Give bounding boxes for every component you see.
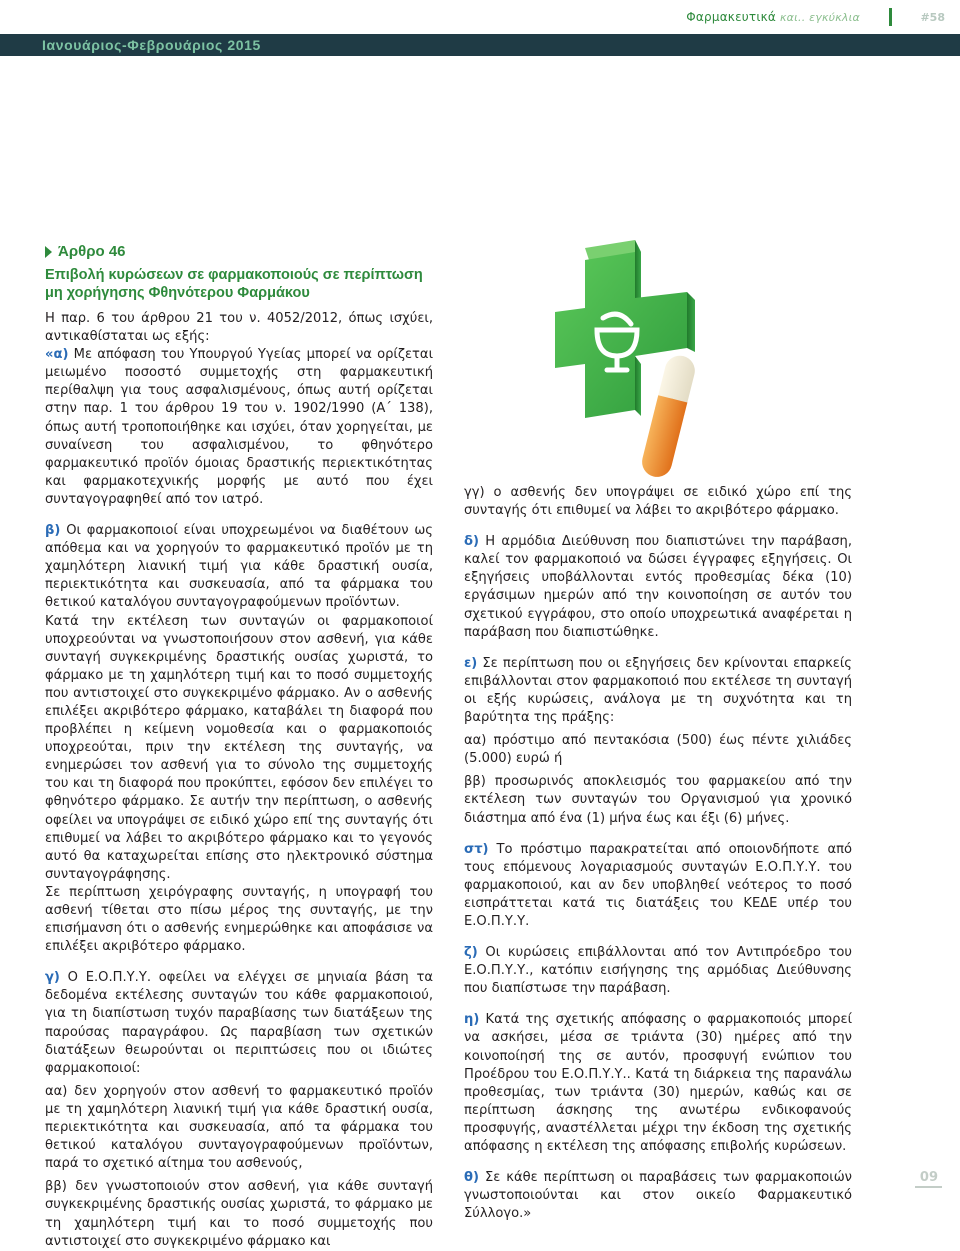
- text-h: Κατά της σχετικής απόφασης ο φαρμακοποιός μπορεί να ασκήσει, μέσα σε τριάντα (30) ημέρες από την κοινοποίησή της σε αυτόν, προσφυγή ενώπιον του Προέδρου του Ε.Ο.Π.Υ.Υ.. Κατά τη διάρκεια της παρανάλω προθεσμίας, των τριάντα (30) ημερών, καθώς και σε περίπτωση άσκησης της ανωτέρω ενδικοφανούς προσφυγής, αναστέλλεται μέχρι την έκδοση της σχετικής απόφασης η εκτέλεση της απόφασης επιβολής κυρώσεων.: [464, 1012, 852, 1154]
- paragraph-c-aa: αα) δεν χορηγούν στον ασθενή το φαρμακευτικό προϊόν με τη χαμηλότερη λιανική τιμή για κάθε δραστική ουσία, περιεκτικότητα και συσκευασία, από τα φάρμακα του θετικού καταλόγου συνταγογραφούμενων προϊόντων, παρά το σχετικό αίτημα του ασθενούς,: [45, 1083, 433, 1172]
- paragraph-e-bb: ββ) προσωρινός αποκλεισμός του φαρμακείου από την εκτέλεση των συνταγών του Οργανισμού για χρονικό διάστημα από ένα (1) μήνα έως και έξι (6) μήνες.: [464, 774, 852, 826]
- text-e: Σε περίπτωση που οι εξηγήσεις δεν κρίνονται επαρκείς επιβάλλονται στον φαρμακοποιό που εκτέλεσε τη συνταγή οι εξής κυρώσεις, ανάλογα με τη συχνότητα και τη βαρύτητα της πράξης:: [464, 655, 852, 726]
- brand-main: Φαρμακευτικά: [686, 10, 776, 24]
- paragraph-b: [45, 522, 433, 612]
- label-th: θ): [464, 1170, 479, 1186]
- capsule-icon: [639, 353, 695, 481]
- right-column: [464, 484, 852, 1223]
- paragraph-e-aa: αα) πρόστιμο από πεντακόσια (500) έως πέντε χιλιάδες (5.000) ευρώ ή: [464, 733, 852, 767]
- page-tag: #58: [920, 11, 945, 24]
- article-title: Επιβολή κυρώσεων σε φαρμακοποιούς σε περίπτωση μη χορήγησης Φθηνότερου Φαρμάκου: [45, 267, 423, 301]
- paragraph-e: [464, 655, 852, 727]
- text-st: Το πρόστιμο παρακρατείται από οποιονδήποτε από τους επόμενους λογαριασμούς συνταγών Ε.Ο.Π.Υ.Υ. του φαρμακοποιού, και αν δεν υποβληθεί νεότερος το ποσό εισπράττεται κατά τις διατάξεις του ΚΕΔΕ υπέρ του Ε.Ο.Π.Υ.Υ.: [464, 841, 852, 929]
- intro-paragraph: Η παρ. 6 του άρθρου 21 του ν. 4052/2012, όπως ισχύει, αντικαθίσταται ως εξής:: [45, 311, 433, 345]
- paragraph-c-gg: γγ) ο ασθενής δεν υπογράψει σε ειδικό χώρο επί της συνταγής ότι επιθυμεί να λάβει το ακριβότερο φάρμακο.: [464, 485, 852, 519]
- folio-rule: [915, 1186, 942, 1188]
- issue-band: [0, 34, 960, 56]
- brand-sub: και.. εγκύκλια: [779, 11, 860, 24]
- label-a: «α): [45, 347, 69, 363]
- header-divider: [889, 8, 892, 26]
- pharmacy-cross-illustration: [555, 238, 695, 488]
- paragraph-c: [45, 969, 433, 1078]
- page-folio: 09: [919, 1170, 938, 1185]
- paragraph-d: [464, 533, 852, 642]
- paragraph-h: [464, 1011, 852, 1156]
- paragraph-b-3: Σε περίπτωση χειρόγραφης συνταγής, η υπογραφή του ασθενή τίθεται στο πίσω μέρος της συνταγής, με την επισήμανση ότι ο ασθενής ενημερώθηκε και αποφάσισε να επιλέξει ακριβότερο φάρμακο.: [45, 884, 433, 955]
- text-c: Ο Ε.Ο.Π.Υ.Υ. οφείλει να ελέγχει σε μηνιαία βάση τα δεδομένα εκτέλεσης συνταγών του κάθε φαρμακοποιού, για τη διαπίστωση τυχόν παραβίασης των διατάξεων της παρούσας παραγράφου. Ως παραβίαση των σχετικών διατάξεων θεωρούνται οι περιπτώσεις που οι ιδιώτες φαρμακοποιοί:: [45, 970, 433, 1076]
- paragraph-th: [464, 1169, 852, 1223]
- label-c: γ): [45, 970, 60, 986]
- paragraph-z: [464, 944, 852, 998]
- article-number: Άρθρο 46: [58, 243, 126, 260]
- label-st: στ): [464, 841, 489, 857]
- text-d: Η αρμόδια Διεύθυνση που διαπιστώνει την παράβαση, καλεί τον φαρμακοποιό να δώσει έγγραφες εξηγήσεις. Οι εξηγήσεις υποβάλλονται εντός προθεσμίας δέκα (10) εργάσιμων ημερών από την κοινοποίηση σε αυτόν του σχετικού εγγράφου, στο οποίο υποχρεωτικά αναφέρεται η παράβαση που διαπιστώθηκε.: [464, 534, 852, 640]
- paragraph-b-2: Κατά την εκτέλεση των συνταγών οι φαρμακοποιοί υποχρεούνται να γνωστοποιήσουν στον ασθενή, για κάθε συνταγή συγκεκριμένης δραστικής ουσίας χωριστά, το φάρμακο με τη χαμηλότερη τιμή και το ποσό συμμετοχής που αντιστοιχεί στο συγκεκριμένο φάρμακο. Αν ο ασθενής επιλέξει ακριβότερο φάρμακο, καταβάλει τη διαφορά που προβλέπει η κείμενη νομοθεσία και ο φαρμακοποιός υποχρεούται, πριν την εκτέλεση της συνταγής, να ενημερώσει τον ασθενή για το σύνολο της συμμετοχής του και τη διαφορά που προκύπτει, εφόσον δεν επιλέγει το φθηνότερο φάρμακο. Σε αυτήν την περίπτωση, ο ασθενής οφείλει να υπογράψει σε ειδικό χώρο επί της συνταγής ότι επιθυμεί να λάβει το ακριβότερο φάρμακο και το γεγονός αυτό θα καταχωρείται επίσης στο ηλεκτρονικό σύστημα συνταγογράφησης.: [45, 613, 433, 882]
- paragraph-c-bb: ββ) δεν γνωστοποιούν στον ασθενή, για κάθε συνταγή συγκεκριμένης δραστικής ουσίας χωριστά, το φάρμακο με τη χαμηλότερη τιμή και το ποσό συμμετοχής που αντιστοιχεί στο συγκεκριμένο φάρμακο και: [45, 1179, 433, 1249]
- bullet-triangle-icon: [45, 246, 52, 258]
- paragraph-st: [464, 841, 852, 931]
- issue-date: Ιανουάριος-Φεβρουάριος 2015: [42, 37, 261, 53]
- left-column: [45, 243, 433, 1251]
- label-z: ζ): [464, 945, 478, 961]
- article-heading: [45, 243, 433, 260]
- text-z: Οι κυρώσεις επιβάλλονται από τον Αντιπρόεδρο του Ε.Ο.Π.Υ.Υ., κατόπιν εισήγησης της αρμόδιας Διεύθυνσης που διαπίστωσε την παράβαση.: [464, 945, 852, 997]
- label-h: η): [464, 1012, 480, 1028]
- brand-title: [686, 10, 860, 24]
- label-e: ε): [464, 655, 478, 671]
- paragraph-a: [45, 346, 433, 509]
- top-header: [0, 0, 960, 34]
- text-th: Σε κάθε περίπτωση οι παραβάσεις των φαρμακοποιών γνωστοποιούνται και στον οικείο Φαρμακευτικό Σύλλογο.»: [464, 1170, 852, 1222]
- label-b: β): [45, 523, 61, 539]
- label-d: δ): [464, 534, 479, 550]
- text-b: Οι φαρμακοποιοί είναι υποχρεωμένοι να διαθέτουν ως απόθεμα και να χορηγούν το φαρμακευτικό προϊόν με τη χαμηλότερη λιανική τιμή για κάθε δραστική ουσία, περιεκτικότητα και συσκευασία, από τα φάρμακα του θετικού καταλόγου συνταγογραφούμενων προϊόντων.: [45, 523, 433, 611]
- text-a: Με απόφαση του Υπουργού Υγείας μπορεί να ορίζεται μειωμένο ποσοστό συμμετοχής στη φαρμακευτική περίθαλψη για τους ασφαλισμένους, όπως αυτή ορίζεται στην παρ. 1 του άρθρου 19 του ν. 1902/1990 (Α΄ 138), όπως αυτή τροποποιήθηκε και ισχύει, όταν χορηγείται, με συναίνεση του ασφαλισμένου, το φθηνότερο φαρμακευτικό προϊόν όμοιας δραστικής περιεκτικότητας και φαρμακοτεχνικής μορφής με αυτό που έχει συνταγογραφηθεί από τον ιατρό.: [45, 347, 433, 507]
